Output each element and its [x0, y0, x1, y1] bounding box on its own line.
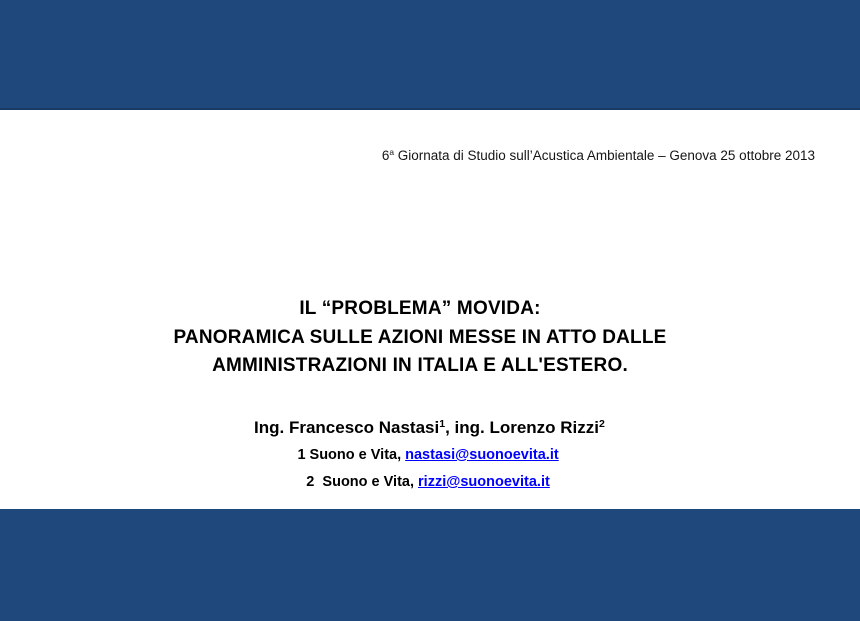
title-line-3: AMMINISTRAZIONI IN ITALIA E ALL'ESTERO. [212, 355, 628, 376]
email-link-rizzi[interactable]: rizzi@suonoevita.it [418, 474, 550, 490]
conference-header-superscript: a [389, 147, 394, 158]
author-2-name: , ing. Lorenzo Rizzi [445, 418, 600, 437]
author-1-superscript: 1 [439, 418, 446, 431]
email-link-nastasi[interactable]: nastasi@suonoevita.it [405, 447, 559, 463]
author-2-superscript: 2 [599, 418, 605, 431]
bottom-banner-bar [0, 509, 860, 621]
slide-title [0, 295, 840, 381]
title-line-1: IL “PROBLEMA” MOVIDA: [299, 298, 541, 319]
affiliation-1-label: 1 Suono e Vita, [297, 447, 406, 463]
author-1-name: Ing. Francesco Nastasi [254, 418, 440, 437]
conference-header-prefix: 6 [381, 148, 390, 163]
top-banner-bar [0, 0, 860, 110]
affiliation-2 [0, 458, 840, 506]
conference-header-text: Giornata di Studio sull’Acustica Ambientale – Genova 25 ottobre 2013 [393, 148, 815, 163]
title-line-2: PANORAMICA SULLE AZIONI MESSE IN ATTO DALLE [173, 326, 667, 348]
affiliation-2-label: 2 Suono e Vita, [306, 474, 419, 490]
conference-header [367, 130, 815, 183]
